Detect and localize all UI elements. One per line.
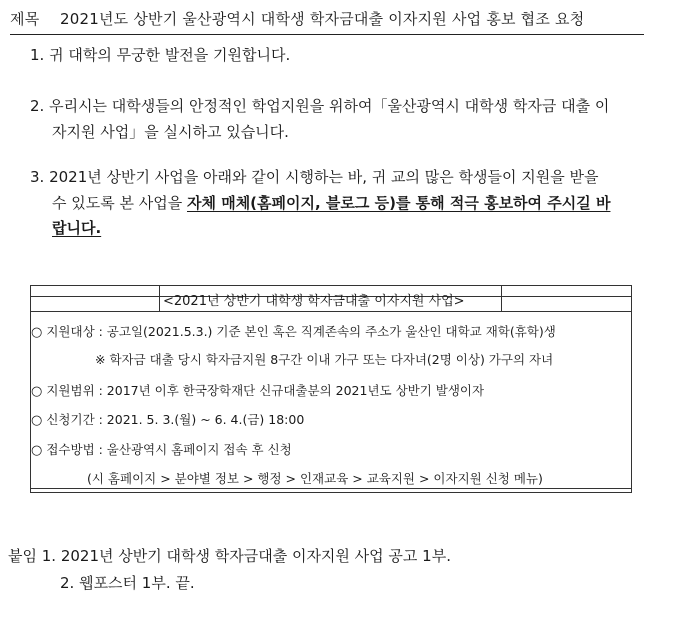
paragraph-3-line-3: 랍니다. xyxy=(52,219,102,237)
period-row xyxy=(31,410,304,428)
paragraph-3-emphasis: 자체 매체(홈페이지, 블로그 등)를 통해 적극 홍보하여 주시길 바 xyxy=(187,194,611,212)
method-row xyxy=(31,440,292,458)
paragraph-2-line-2: 자지원 사업」을 실시하고 있습니다. xyxy=(52,123,289,141)
scope-row xyxy=(31,381,484,399)
circle-bullet-icon: ○ xyxy=(31,443,43,458)
subject-label: 제목 xyxy=(10,10,40,28)
paragraph-2-line-1: 2. 우리시는 대학생들의 안정적인 학업지원을 위하여「울산광역시 대학생 학자금 대출 이 xyxy=(30,97,610,115)
eligibility-text: 지원대상 : 공고일(2021.5.3.) 기준 본인 혹은 직계존속의 주소가 울산인 대학교 재학(휴학)생 xyxy=(46,324,556,339)
paragraph-3-line-2 xyxy=(52,190,610,217)
circle-bullet-icon: ○ xyxy=(31,413,43,428)
eligibility-row xyxy=(31,322,556,340)
circle-bullet-icon: ○ xyxy=(31,384,43,399)
box-bottom-rule xyxy=(31,488,631,489)
attachment-line-1: 붙임 1. 2021년 상반기 대학생 학자금대출 이자지원 사업 공고 1부. xyxy=(8,547,451,565)
title-underline xyxy=(10,34,644,35)
eligibility-note: ※ 학자금 대출 당시 학자금지원 8구간 이내 가구 또는 다자녀(2명 이상) 가구의 자녀 xyxy=(95,352,554,367)
paragraph-3-line-1: 3. 2021년 상반기 사업을 아래와 같이 시행하는 바, 귀 교의 많은 학생들이 지원을 받을 xyxy=(30,168,599,186)
paragraph-1: 1. 귀 대학의 무궁한 발전을 기원합니다. xyxy=(30,46,291,64)
method-path: (시 홈페이지 > 분야별 정보 > 행정 > 인재교육 > 교육지원 > 이자지원 신청 메뉴) xyxy=(87,471,543,486)
period-text: 신청기간 : 2021. 5. 3.(월) ~ 6. 4.(금) 18:00 xyxy=(46,412,305,427)
method-text: 접수방법 : 울산광역시 홈페이지 접속 후 신청 xyxy=(46,442,292,457)
box-title: <2021년 상반기 대학생 학자금대출 이자지원 사업> xyxy=(163,294,465,309)
scope-text: 지원범위 : 2017년 이후 한국장학재단 신규대출분의 2021년도 상반기 발생이자 xyxy=(46,383,485,398)
document-title: 2021년도 상반기 울산광역시 대학생 학자금대출 이자지원 사업 홍보 협조 요청 xyxy=(60,10,585,28)
subject-row xyxy=(10,8,643,29)
attachment-line-2: 2. 웹포스터 1부. 끝. xyxy=(60,574,195,592)
circle-bullet-icon: ○ xyxy=(31,325,43,340)
paragraph-3-plain-text: 수 있도록 본 사업을 xyxy=(52,194,187,212)
box-header-rule xyxy=(31,311,631,312)
box-header-divider-right xyxy=(501,286,502,311)
program-summary-box xyxy=(30,285,632,493)
box-header-divider-left xyxy=(159,286,160,311)
